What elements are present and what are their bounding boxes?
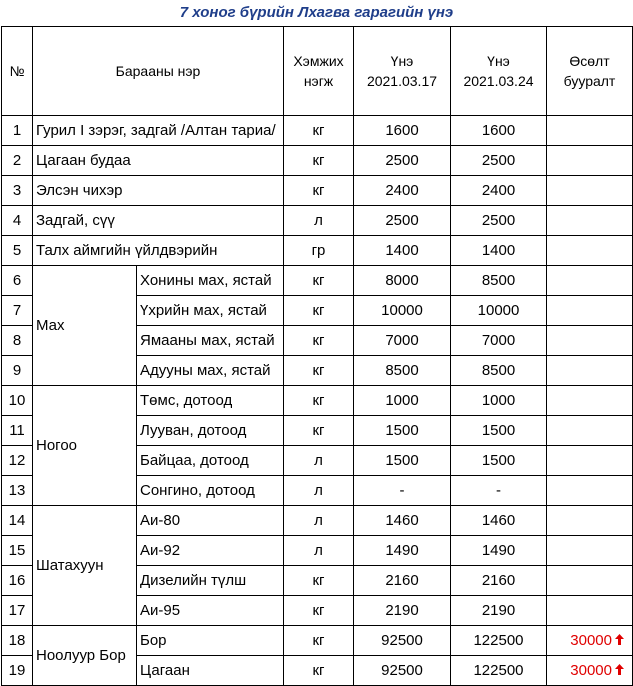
price-0324: 2190 <box>451 596 547 626</box>
price-0317: 8000 <box>354 266 451 296</box>
unit-cell: кг <box>284 146 354 176</box>
row-number: 9 <box>2 356 33 386</box>
table-row <box>2 146 633 176</box>
change-cell <box>547 356 633 386</box>
price-0317: 1400 <box>354 236 451 266</box>
row-number: 13 <box>2 476 33 506</box>
header-row <box>2 27 633 116</box>
header-no: № <box>2 27 33 116</box>
change-cell <box>547 116 633 146</box>
row-number: 10 <box>2 386 33 416</box>
row-number: 5 <box>2 236 33 266</box>
price-0324: 1000 <box>451 386 547 416</box>
product-name: Сонгино, дотоод <box>137 476 284 506</box>
table-row <box>2 626 633 656</box>
table-row <box>2 176 633 206</box>
change-cell <box>547 266 633 296</box>
unit-cell: кг <box>284 266 354 296</box>
product-name: Байцаа, дотоод <box>137 446 284 476</box>
change-cell <box>547 506 633 536</box>
header-price-0324: Үнэ 2021.03.24 <box>451 27 547 116</box>
price-0324: 1490 <box>451 536 547 566</box>
change-cell <box>547 476 633 506</box>
row-number: 18 <box>2 626 33 656</box>
price-0324: 8500 <box>451 266 547 296</box>
unit-cell: л <box>284 446 354 476</box>
unit-cell: л <box>284 206 354 236</box>
product-name: Үхрийн мах, ястай <box>137 296 284 326</box>
price-0317: 1500 <box>354 446 451 476</box>
row-number: 7 <box>2 296 33 326</box>
price-0317: 2400 <box>354 176 451 206</box>
change-cell <box>547 416 633 446</box>
change-cell <box>547 326 633 356</box>
row-number: 16 <box>2 566 33 596</box>
product-name: Аи-80 <box>137 506 284 536</box>
row-number: 8 <box>2 326 33 356</box>
change-cell <box>547 146 633 176</box>
price-0317: 1490 <box>354 536 451 566</box>
unit-cell: л <box>284 476 354 506</box>
price-0324: 1500 <box>451 446 547 476</box>
unit-cell: л <box>284 506 354 536</box>
unit-cell: кг <box>284 176 354 206</box>
group-name: Шатахуун <box>33 506 137 626</box>
change-cell <box>547 566 633 596</box>
row-number: 11 <box>2 416 33 446</box>
price-0324: 8500 <box>451 356 547 386</box>
product-name: Адууны мах, ястай <box>137 356 284 386</box>
product-name: Бор <box>137 626 284 656</box>
change-cell <box>547 536 633 566</box>
table-row <box>2 506 633 536</box>
row-number: 12 <box>2 446 33 476</box>
row-number: 17 <box>2 596 33 626</box>
row-number: 4 <box>2 206 33 236</box>
product-name: Аи-95 <box>137 596 284 626</box>
price-0324: 122500 <box>451 656 547 686</box>
price-0317: 92500 <box>354 656 451 686</box>
price-0324: 2500 <box>451 206 547 236</box>
change-cell <box>547 386 633 416</box>
price-table <box>1 26 633 686</box>
product-name: Задгай, сүү <box>33 206 284 236</box>
header-unit: Хэмжих нэгж <box>284 27 354 116</box>
product-name: Төмс, дотоод <box>137 386 284 416</box>
price-0324: 2400 <box>451 176 547 206</box>
unit-cell: л <box>284 536 354 566</box>
price-0324: 7000 <box>451 326 547 356</box>
product-name: Хонины мах, ястай <box>137 266 284 296</box>
row-number: 2 <box>2 146 33 176</box>
price-0324: 10000 <box>451 296 547 326</box>
header-price-0317: Үнэ 2021.03.17 <box>354 27 451 116</box>
unit-cell: кг <box>284 326 354 356</box>
change-cell <box>547 656 633 686</box>
change-cell <box>547 626 633 656</box>
product-name: Аи-92 <box>137 536 284 566</box>
row-number: 14 <box>2 506 33 536</box>
price-0317: 2500 <box>354 206 451 236</box>
price-0324: 1600 <box>451 116 547 146</box>
price-0317: 1600 <box>354 116 451 146</box>
unit-cell: кг <box>284 596 354 626</box>
up-arrow-icon <box>615 663 624 679</box>
unit-cell: кг <box>284 566 354 596</box>
unit-cell: кг <box>284 626 354 656</box>
price-0317: 7000 <box>354 326 451 356</box>
price-0317: 2190 <box>354 596 451 626</box>
group-name: Ноолуур Бор <box>33 626 137 686</box>
price-0317: 1000 <box>354 386 451 416</box>
price-0317: 1460 <box>354 506 451 536</box>
product-name: Ямааны мах, ястай <box>137 326 284 356</box>
price-0317: 92500 <box>354 626 451 656</box>
price-0317: 8500 <box>354 356 451 386</box>
change-cell <box>547 206 633 236</box>
price-0324: - <box>451 476 547 506</box>
group-name: Мах <box>33 266 137 386</box>
unit-cell: кг <box>284 356 354 386</box>
product-name: Лууван, дотоод <box>137 416 284 446</box>
unit-cell: кг <box>284 386 354 416</box>
up-arrow-icon <box>615 633 624 649</box>
change-cell <box>547 596 633 626</box>
product-name: Гурил I зэрэг, задгай /Алтан тариа/ <box>33 116 284 146</box>
change-cell <box>547 296 633 326</box>
table-row <box>2 386 633 416</box>
product-name: Талх аймгийн үйлдвэрийн <box>33 236 284 266</box>
header-name: Барааны нэр <box>33 27 284 116</box>
price-0324: 2160 <box>451 566 547 596</box>
price-0324: 1500 <box>451 416 547 446</box>
price-0317: 1500 <box>354 416 451 446</box>
price-0324: 2500 <box>451 146 547 176</box>
change-cell <box>547 176 633 206</box>
row-number: 6 <box>2 266 33 296</box>
header-change: Өсөлт бууралт <box>547 27 633 116</box>
change-cell <box>547 446 633 476</box>
unit-cell: кг <box>284 296 354 326</box>
row-number: 3 <box>2 176 33 206</box>
price-0317: 2500 <box>354 146 451 176</box>
table-row <box>2 116 633 146</box>
price-0317: - <box>354 476 451 506</box>
unit-cell: кг <box>284 116 354 146</box>
product-name: Дизелийн түлш <box>137 566 284 596</box>
row-number: 19 <box>2 656 33 686</box>
product-name: Цагаан будаа <box>33 146 284 176</box>
unit-cell: гр <box>284 236 354 266</box>
change-cell <box>547 236 633 266</box>
table-title: 7 хоног бүрийн Лхагва гарагийн үнэ <box>179 4 454 21</box>
product-name: Элсэн чихэр <box>33 176 284 206</box>
price-0324: 1400 <box>451 236 547 266</box>
table-row <box>2 236 633 266</box>
product-name: Цагаан <box>137 656 284 686</box>
price-0324: 1460 <box>451 506 547 536</box>
price-0324: 122500 <box>451 626 547 656</box>
price-0317: 2160 <box>354 566 451 596</box>
price-0317: 10000 <box>354 296 451 326</box>
unit-cell: кг <box>284 416 354 446</box>
row-number: 15 <box>2 536 33 566</box>
row-number: 1 <box>2 116 33 146</box>
table-row <box>2 206 633 236</box>
table-row <box>2 266 633 296</box>
unit-cell: кг <box>284 656 354 686</box>
change-value: 30000 <box>570 631 612 649</box>
group-name: Ногоо <box>33 386 137 506</box>
change-value: 30000 <box>570 661 612 679</box>
